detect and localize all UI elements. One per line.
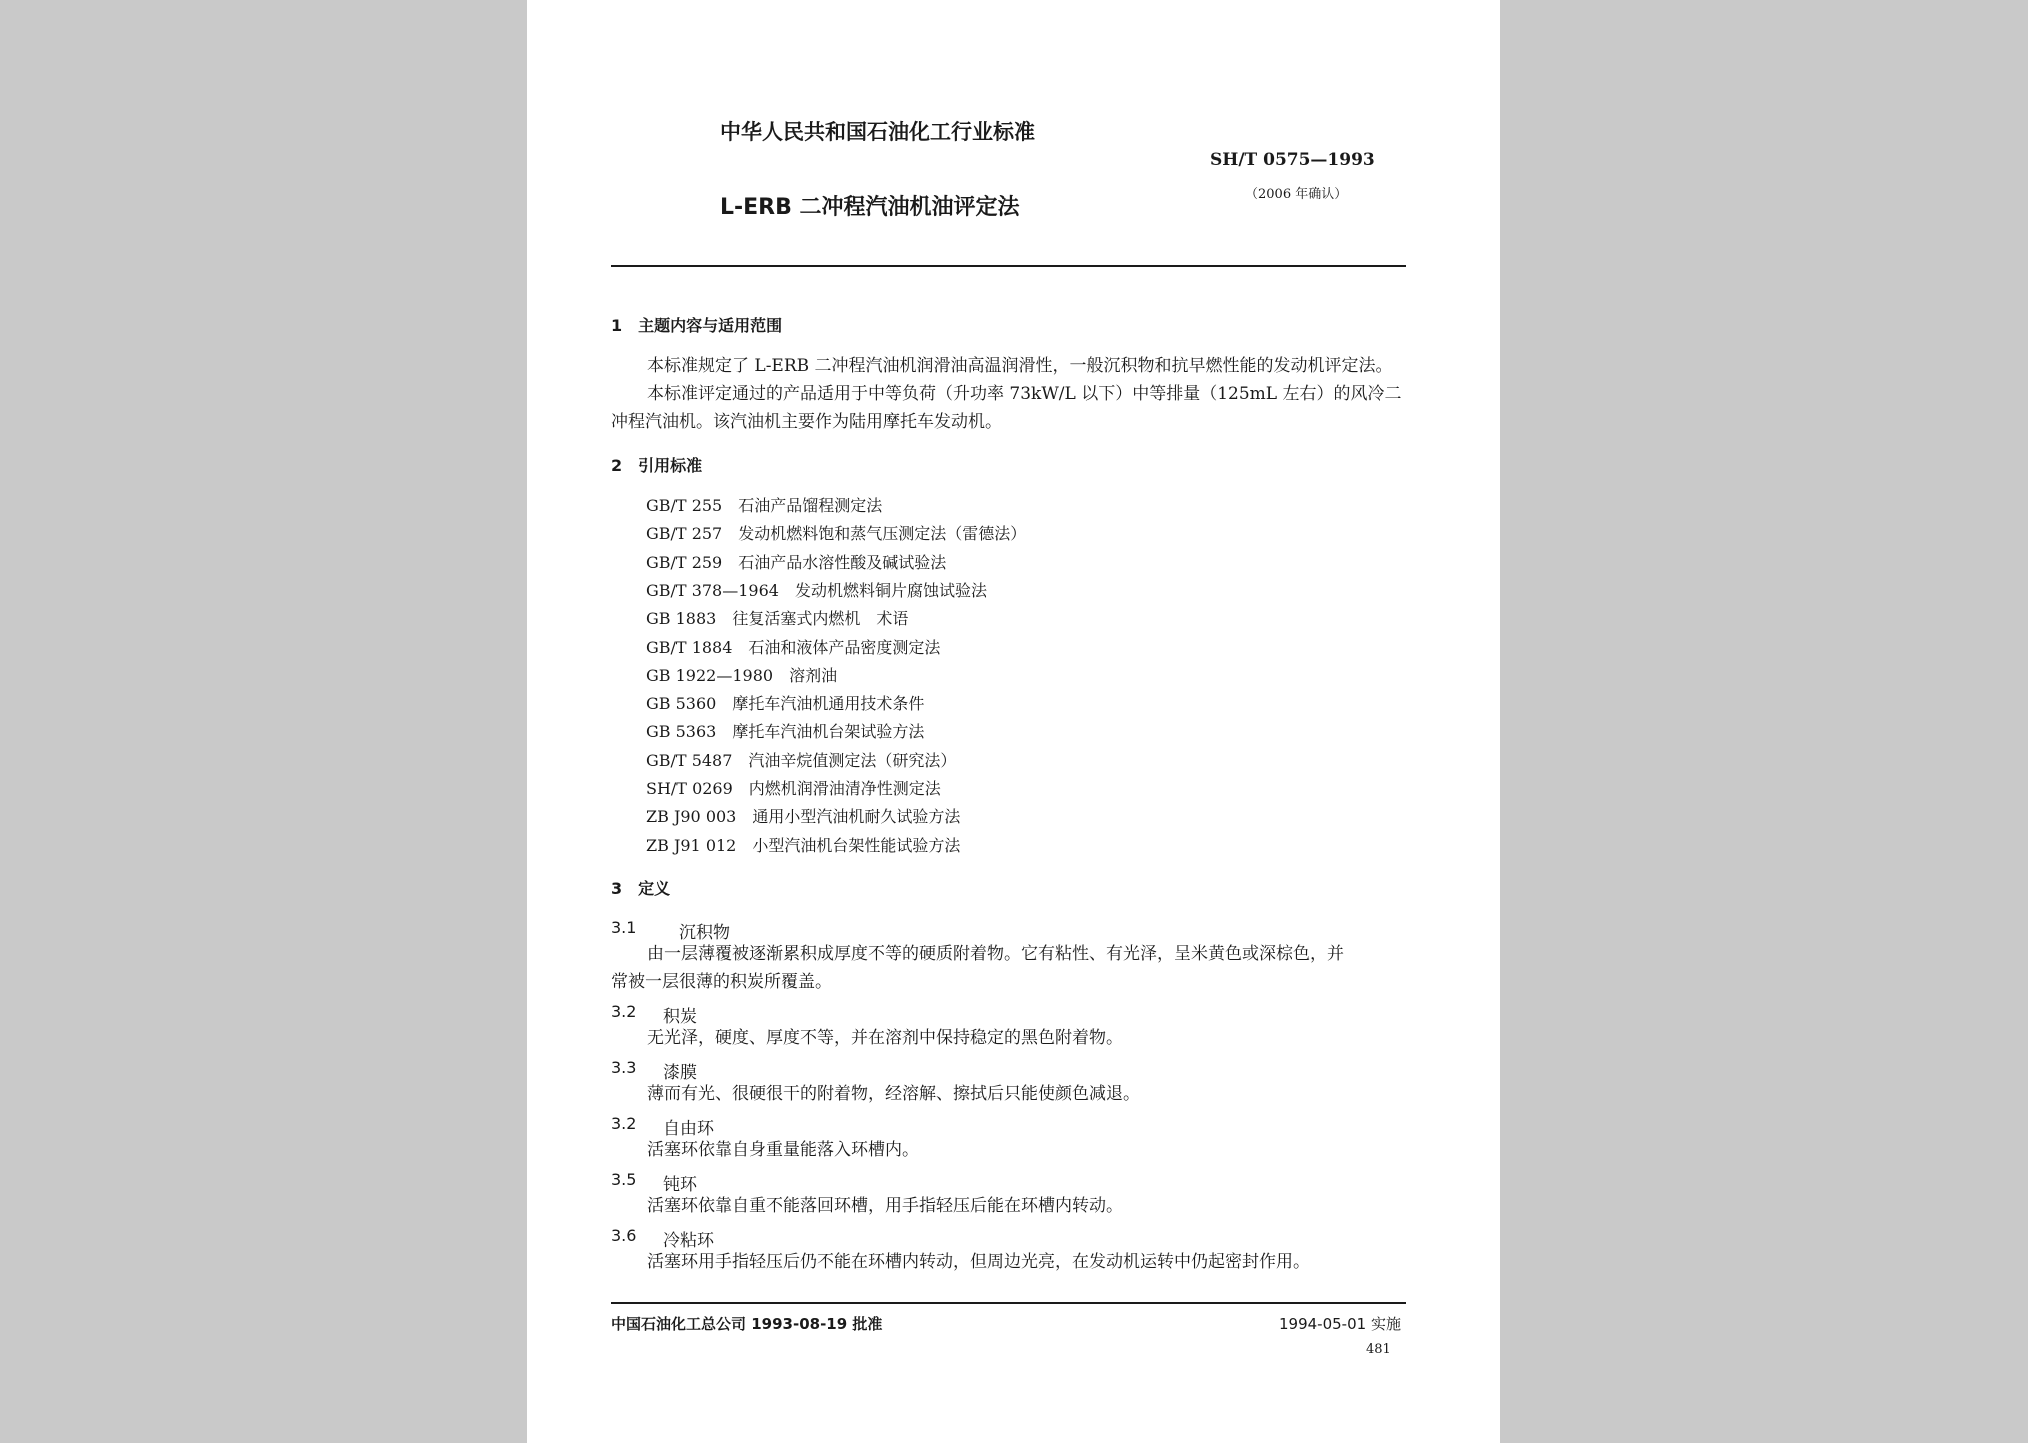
reference-code: GB 1883: [646, 609, 717, 629]
reference-title: 石油产品馏程测定法: [738, 496, 883, 515]
reference-item: [646, 833, 960, 856]
definition-text: 由一层薄覆被逐渐累积成厚度不等的硬质附着物。它有粘性、有光泽，呈米黄色或深棕色，并: [647, 944, 1344, 964]
reference-title: 往复活塞式内燃机 术语: [732, 609, 909, 629]
document-page: [527, 0, 1500, 1443]
reference-title: 石油和液体产品密度测定法: [748, 637, 941, 657]
section1-para1: 本标准规定了 L-ERB 二冲程汽油机润滑油高温润滑性，一般沉积物和抗早燃性能的发动机评定法。: [647, 356, 1393, 376]
section1-heading: 1 主题内容与适用范围: [611, 316, 783, 335]
reference-code: GB/T 257: [646, 524, 723, 544]
reference-item: [646, 578, 987, 601]
reference-code: ZB J91 012: [646, 835, 737, 855]
reference-title: 内燃机润滑油清净性测定法: [748, 779, 941, 798]
reference-title: 发动机燃料饱和蒸气压测定法（雷德法）: [738, 524, 1027, 544]
section1-para2-line1: 本标准评定通过的产品适用于中等负荷（升功率 73kW/L 以下）中等排量（125mL 左右）的风冷二: [647, 384, 1402, 404]
definition-number: 3.2: [611, 1002, 637, 1021]
definition-number: 3.6: [611, 1226, 637, 1245]
reference-item: [646, 521, 1026, 544]
effective-date: 1994-05-01 实施: [1279, 1315, 1401, 1333]
header-rule: [611, 265, 1406, 267]
definition-term: 自由环: [663, 1119, 714, 1139]
section1-para2-line2: 冲程汽油机。该汽油机主要作为陆用摩托车发动机。: [611, 412, 1002, 432]
reference-code: SH/T 0269: [646, 779, 733, 798]
reference-title: 发动机燃料铜片腐蚀试验法: [794, 580, 987, 600]
reference-item: [646, 663, 837, 686]
reference-code: GB 5360: [646, 694, 717, 714]
section3-heading: 3 定义: [611, 879, 671, 898]
reference-code: GB/T 255: [646, 496, 723, 515]
reference-item: [646, 606, 908, 629]
confirmation-note: （2006 年确认）: [1245, 187, 1348, 202]
reference-title: 摩托车汽油机通用技术条件: [732, 694, 925, 714]
definition-term: 积炭: [663, 1007, 697, 1027]
reference-code: GB/T 259: [646, 552, 723, 572]
reference-item: [646, 493, 882, 516]
reference-item: [646, 691, 924, 714]
definition-text: 活塞环用手指轻压后仍不能在环槽内转动，但周边光亮，在发动机运转中仍起密封作用。: [647, 1252, 1310, 1272]
definition-term: 沉积物: [679, 923, 730, 943]
reference-code: GB/T 1884: [646, 637, 733, 657]
reference-code: ZB J90 003: [646, 807, 737, 827]
reference-item: [646, 776, 941, 799]
definition-term: 冷粘环: [663, 1231, 714, 1251]
reference-title: 溶剂油: [789, 665, 838, 685]
definition-term: 漆膜: [663, 1063, 697, 1083]
definition-number: 3.2: [611, 1114, 637, 1133]
section2-heading: 2 引用标准: [611, 456, 703, 475]
reference-item: [646, 635, 940, 658]
reference-item: [646, 804, 960, 827]
reference-item: [646, 550, 946, 573]
reference-title: 摩托车汽油机台架试验方法: [732, 722, 925, 742]
definition-text: 薄而有光、很硬很干的附着物，经溶解、擦拭后只能使颜色减退。: [647, 1084, 1140, 1104]
page-number: 481: [1366, 1342, 1391, 1357]
definition-number: 3.5: [611, 1170, 637, 1189]
definition-text: 活塞环依靠自重不能落回环槽，用手指轻压后能在环槽内转动。: [647, 1196, 1123, 1216]
org-title: 中华人民共和国石油化工行业标准: [720, 120, 1035, 144]
standard-number: SH/T 0575—1993: [1210, 150, 1375, 170]
reference-item: [646, 719, 924, 742]
definition-text: 常被一层很薄的积炭所覆盖。: [611, 972, 832, 992]
definition-number: 3.3: [611, 1058, 637, 1077]
reference-title: 通用小型汽油机耐久试验方法: [752, 807, 961, 827]
document-title: L-ERB 二冲程汽油机油评定法: [720, 195, 1020, 220]
definition-text: 活塞环依靠自身重量能落入环槽内。: [647, 1140, 919, 1160]
footer-rule: [611, 1302, 1406, 1304]
approval-note: 中国石油化工总公司 1993-08-19 批准: [611, 1315, 883, 1333]
definition-term: 钝环: [663, 1175, 697, 1195]
reference-code: GB/T 5487: [646, 750, 733, 770]
reference-title: 石油产品水溶性酸及碱试验法: [738, 552, 947, 572]
reference-item: [646, 748, 956, 771]
reference-title: 小型汽油机台架性能试验方法: [752, 835, 961, 855]
reference-title: 汽油辛烷值测定法（研究法）: [748, 750, 957, 770]
definition-text: 无光泽，硬度、厚度不等，并在溶剂中保持稳定的黑色附着物。: [647, 1028, 1123, 1048]
reference-code: GB/T 378—1964: [646, 580, 779, 600]
definition-number: 3.1: [611, 918, 637, 937]
reference-code: GB 1922—1980: [646, 665, 774, 685]
reference-code: GB 5363: [646, 722, 717, 742]
